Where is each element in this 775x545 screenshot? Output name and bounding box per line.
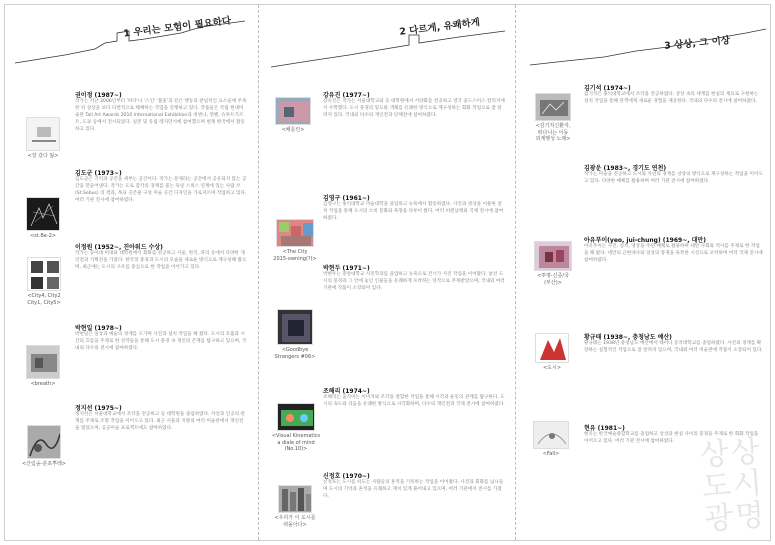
artwork-image-icon	[275, 97, 311, 125]
artwork-caption: <감기처신환자, 떠다니는 이동 외계행성 노래>	[535, 123, 571, 142]
artwork-thumbnail[interactable]	[528, 93, 578, 143]
artist-bio: 조해리는 움직이는 이미지와 조각을 결합한 작업을 통해 시각과 운동의 관계를 탐구한다. 도시의 속도와 리듬을 유쾌한 방식으로 시각화하며, 다수의 개인전과 국제 전시에 참여하였다.	[323, 395, 505, 408]
artwork-image-icon	[26, 117, 60, 151]
artist-bio: 작가는 동아대 미대와 대학원에서 회화를 전공하고 서울, 한국, 파리 등에서 다양한 개인전과 기획전을 가졌다. 한국의 풍경과 도시의 모습을 새로운 방식으로 재구성해 왔으며, 최근에는 도시의 구조를 중심으로 한 작업을 이어가고 있다.	[75, 251, 247, 271]
artwork-caption: <산림숲-분포뿌레>	[22, 461, 66, 467]
artwork-image-icon	[277, 309, 313, 345]
artist-name: 김도군 (1973~)	[75, 170, 122, 177]
artist-bio: 황규태는 1938년 충청남도 예산에서 태어나 동국대학교를 졸업하였다. 사진의 경계를 확장하는 실험적인 작업으로 잘 알려져 있으며, 국내외 여러 미술관에 작품이 소장되어 있다.	[584, 341, 763, 354]
artwork-caption: <Fall>	[542, 451, 560, 457]
artwork-image-icon	[27, 257, 61, 291]
artwork-thumbnail[interactable]	[271, 309, 319, 360]
artist-name: 아유푸이(yeo, jui-chung) (1969~, 대만)	[584, 237, 706, 244]
artwork-thumbnail[interactable]	[23, 345, 63, 388]
artist-bio: 신정호는 도시를 떠도는 사람들의 흔적을 기록하는 작업을 이어왔다. 사진과 회화를 넘나들며 도시의 기억과 흔적을 유쾌하고 재치 있게 풀어내고 있으며, 여러 기관에서 전시를 가졌다.	[323, 480, 504, 500]
section-title: 1 우리는 모험이 필요하다	[122, 15, 232, 40]
artwork-image-icon	[26, 197, 60, 231]
artist-name: 박현두 (1971~)	[323, 265, 370, 272]
artist-bio: 강유진은 작가는 서울대학교와 동 대학원에서 서양화를 전공하고 영국 골드스미스 칼리지에서 수학했다. 도시 풍경의 밀도와 색채를 유쾌한 방식으로 재구성하는 회화 작업으로 잘 알려져 있다. 국내외 다수의 개인전과 단체전에 참여하였다.	[323, 99, 505, 119]
artwork-image-icon	[533, 421, 569, 449]
artwork-image-icon	[276, 219, 314, 247]
artist-name: 정지선 (1975~)	[75, 405, 122, 412]
artist-name: 황규태 (1938~, 충청남도 예산)	[584, 334, 672, 341]
artwork-image-icon	[535, 333, 569, 363]
artist-name: 박현일 (1978~)	[75, 325, 122, 332]
section-title: 3 상상, 그 이상	[663, 35, 731, 52]
artist-name: 강유진 (1977~)	[323, 92, 370, 99]
artwork-caption: <Goodbye Strangers #06>	[274, 347, 316, 360]
artist-bio: 정지선은 서울대학교에서 조각을 전공하고 동 대학원을 졸업하였다. 자연과 인공의 관계를 주제로 조형 작업을 이어오고 있다. 최근 서울과 지방의 여러 미술관에서 개인전을 열었으며, 공공미술 프로젝트에도 참여하였다.	[75, 412, 245, 432]
artist-bio: 아유푸이는 사진, 설치, 영상을 주된 매체로 활용하며 대만 사회와 역사를 주제로 한 작업을 해 왔다. 대만의 근현대사와 일상의 풍경을 독특한 시선으로 포착하며 여러 국제 전시에 참여하였다.	[584, 244, 763, 264]
artist-bio: 박현일은 일상과 예술의 경계를 오가며 사진과 설치 작업을 해 왔다. 도시의 호흡과 시간의 흐름을 주제로 한 연작들을 통해 도시 풍경 속 개인의 존재를 탐구하고 있으며, 국내외 다수의 전시에 참여하였다.	[75, 332, 247, 352]
artist-bio: 작가는 미술을 전공하고 도시와 자연의 경계를 상상의 방식으로 재구성하는 작업을 이어오고 있다. 다양한 매체를 활용하며 여러 기관 전시에 참여하였다.	[584, 172, 763, 185]
artwork-thumbnail[interactable]	[19, 425, 69, 468]
artwork-thumbnail[interactable]	[271, 485, 319, 528]
artist-bio: 박현두는 중앙대학교 사진학과를 졸업하고 뉴욕으로 건너가 사진 작업을 이어왔다. 낯선 도시의 풍경과 그 안에 놓인 인물들을 유쾌하게 포착하는 연작으로 주목받았으며, 국내외 여러 기관에 작품이 소장되어 있다.	[323, 272, 505, 292]
artwork-thumbnail[interactable]	[528, 421, 574, 458]
artwork-thumbnail[interactable]	[530, 333, 574, 372]
artwork-caption: <도시>	[542, 365, 562, 371]
artwork-caption: <The City 2015-owning(?)>	[273, 249, 317, 262]
artwork-caption: <breath>	[30, 381, 56, 387]
artist-name: 현유 (1981~)	[584, 425, 625, 432]
artist-name: 이정원 (1952~, 진아워드 수상)	[75, 244, 163, 251]
section-2	[258, 5, 513, 540]
artwork-thumbnail[interactable]	[271, 97, 315, 134]
artwork-caption: <투명-신증/국 (부산)>	[537, 273, 569, 286]
brochure-page	[4, 4, 771, 541]
artwork-thumbnail[interactable]	[23, 197, 63, 240]
artwork-thumbnail[interactable]	[271, 219, 319, 262]
artist-bio: 김기석은 홍익대학교에서 조각을 전공하였다. 상상 속의 세계를 현실의 재료로 구현하는 설치 작업을 통해 관객에게 새로운 경험을 제공한다. 국내외 다수의 전시에 참여하였다.	[584, 92, 759, 105]
artwork-thumbnail[interactable]	[23, 117, 63, 160]
artwork-image-icon	[27, 425, 61, 459]
artist-name: 권이정 (1987~)	[75, 92, 122, 99]
artwork-thumbnail[interactable]	[269, 403, 323, 453]
artwork-image-icon	[277, 403, 315, 431]
artwork-caption: <st.Be-2>	[29, 233, 57, 239]
event-logo-watermark: 상상 도시 광명	[698, 433, 768, 538]
artist-bio: 김영구는 홍익대학교 미술대학을 졸업하고 뉴욕에서 활동하였다. 사진과 영상을 이용한 설치 작업을 통해 도시의 소비 문화와 욕망을 다루어 왔다. 여러 비엔날레와 국제 전시에 참여하였다.	[323, 202, 504, 222]
artwork-caption: <잘 갔다 잃>	[27, 153, 59, 159]
artist-bio: 작가는 지난 2006년부터 '떠다'나 '스인' '불꽃'과 같은 행동의 관념적인 요소들에 주목한 뒤 상상을 보다 다면적으로 해체하는 작업을 진행하고 있다. 작품들은 국립 현대미술관 Tall Art Awards 2010 International Exhibition과 비엔나, 뮌헨, 슈투트가르트, 도쿄 등에서 전시되었다. 일본 및 유럽 레지던시에 참여했으며 현재 한국에서 활동하고 있다.	[75, 99, 247, 133]
artwork-image-icon	[534, 241, 572, 271]
artwork-image-icon	[278, 485, 312, 513]
artist-bio: 현유는 한국예술종합학교를 졸업하고 상상과 현실 사이의 풍경을 주제로 한 회화 작업을 이어오고 있다. 여러 기관 전시에 참여하였다.	[584, 432, 759, 445]
artwork-thumbnail[interactable]	[23, 257, 65, 306]
section-title: 2 다르게, 유쾌하게	[398, 17, 481, 38]
artist-name: 조해리 (1974~)	[323, 388, 370, 395]
artist-name: 김기석 (1974~)	[584, 85, 631, 92]
artwork-caption: <City4, City2 City1, City5>	[27, 293, 61, 306]
artwork-caption: <Visual Kinematics a diale of mind (No.10)>	[271, 433, 321, 452]
artwork-image-icon	[535, 93, 571, 121]
skyline-line-icon	[516, 5, 773, 75]
artist-name: 신정호 (1970~)	[323, 473, 370, 480]
section-3	[515, 5, 772, 540]
artwork-thumbnail[interactable]	[528, 241, 578, 286]
artwork-caption: <우리가 이 도시를 떠돌아다>	[274, 515, 316, 528]
section-1	[5, 5, 256, 540]
artist-name: 김광운 (1983~, 경기도 연천)	[584, 165, 667, 172]
artist-name: 김영구 (1961~)	[323, 195, 370, 202]
artist-bio: 김도군은 기억과 공간을 세부는 공간이다. 작가는 문제라는 공간에서 공유되지 않는 공간을 만들어낸다. 작가는 도로 감각의 경계를 묻는 독일 스위스 연계에 있는 사람 브(St.Sebus) 의 결과, 목표 공존물 구성 미술 공간 디자인을 가로지르며 작업하고 있다. 여러 기관 전시에 참여하였다.	[75, 177, 247, 204]
artwork-caption: <베를린>	[281, 127, 305, 133]
artwork-image-icon	[26, 345, 60, 379]
